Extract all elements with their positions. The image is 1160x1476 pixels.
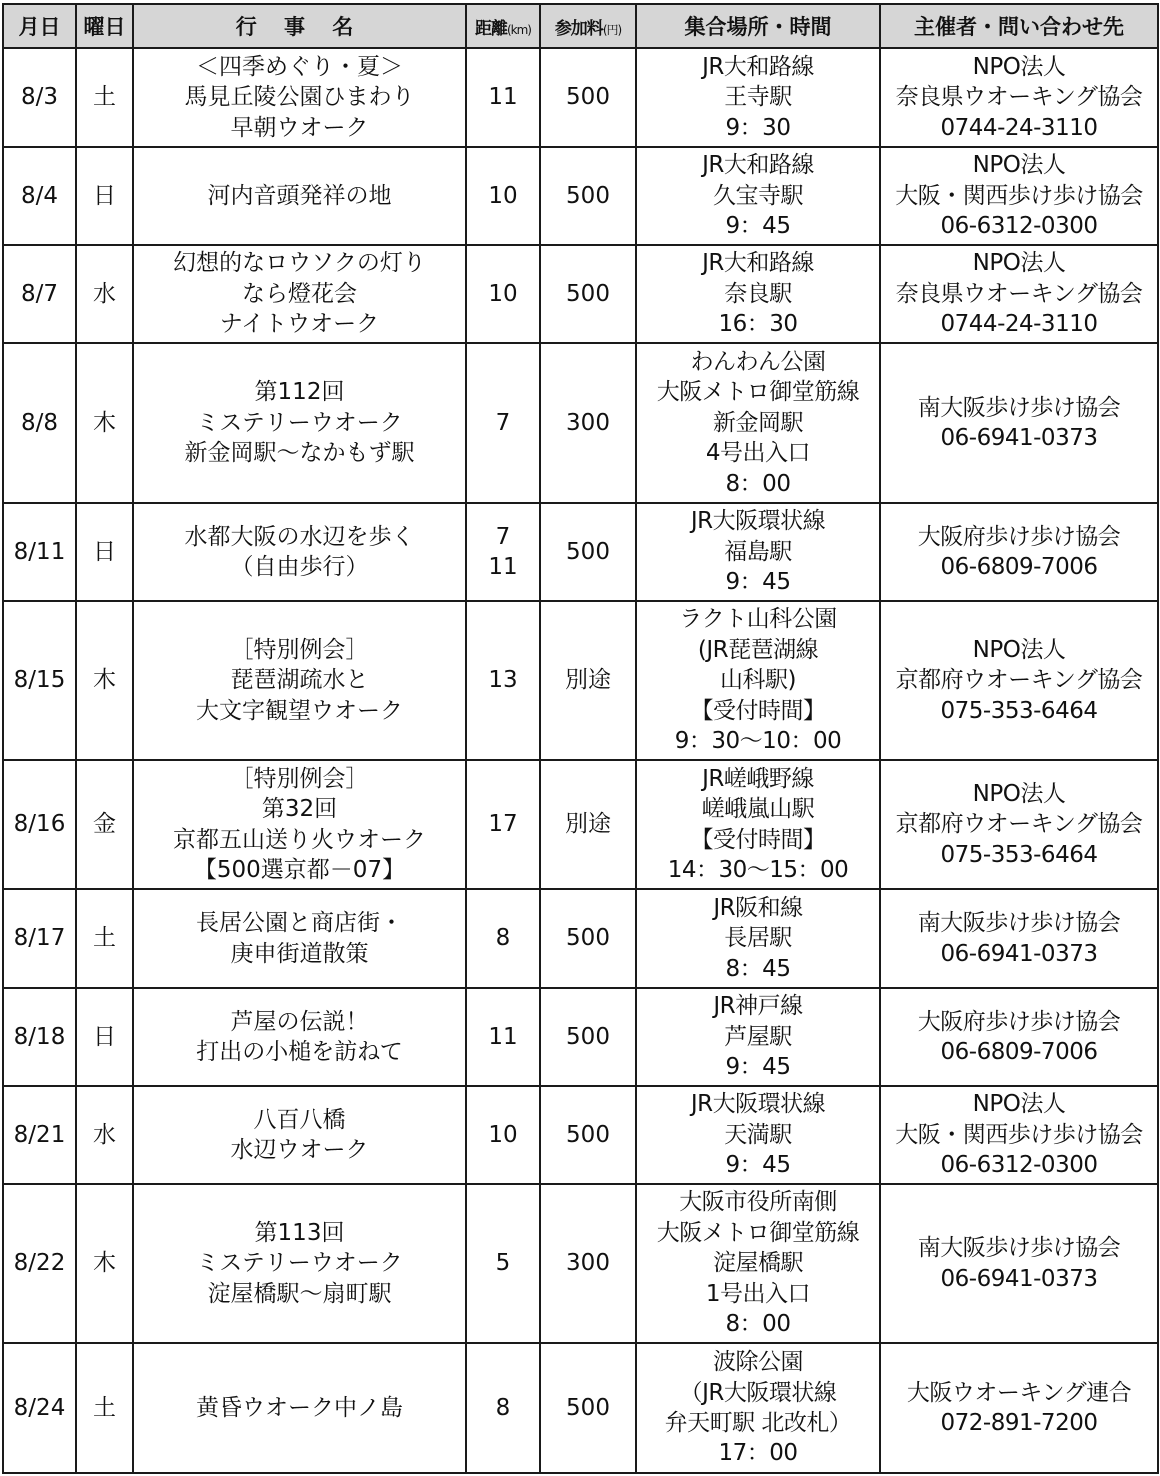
table-row [3,245,1158,343]
event-name-cell [133,343,466,503]
event-name-cell [133,1086,466,1184]
event-name-cell-line: 水辺ウオーク [230,1137,369,1163]
organizer-cell [880,1343,1158,1473]
distance-cell-line: 13 [488,667,518,694]
event-name-cell-line: 第113回 [254,1219,345,1246]
organizer-cell-line: 06-6809-7006 [940,1039,1098,1065]
meeting-place-cell-line: 14：30～15：00 [667,856,849,883]
meeting-place-cell-line: 芦屋駅 [724,1023,792,1050]
meeting-place-cell [636,48,880,147]
event-name-cell [133,889,466,988]
organizer-cell-line: 京都府ウオーキング協会 [895,811,1143,838]
distance-cell-line: 10 [488,1121,518,1148]
organizer-cell-line: 南大阪歩け歩け協会 [917,1235,1121,1262]
header-meeting-place: 集合場所・時間 [636,4,880,48]
organizer-cell-line: 大阪・関西歩け歩け協会 [895,182,1143,209]
meeting-place-cell [636,760,880,889]
event-name-cell [133,988,466,1086]
meeting-place-cell-line: 9：45 [725,1152,791,1179]
organizer-cell [880,245,1158,343]
header-weekday: 曜日 [76,4,133,48]
event-name-cell [133,1184,466,1343]
organizer-cell-line: 大阪府歩け歩け協会 [917,523,1121,550]
table-row [3,760,1158,889]
fee-cell: 500 [540,48,636,147]
event-name-cell-line: 琵琶湖疏水と [230,667,369,694]
meeting-place-cell [636,245,880,343]
meeting-place-cell-line: 長居駅 [724,925,792,952]
distance-cell [466,1086,540,1184]
meeting-place-cell [636,1086,880,1184]
header-distance-label: 距離 [474,18,507,39]
meeting-place-cell-line: 8：45 [725,955,791,982]
weekday-cell: 日 [76,988,133,1086]
meeting-place-cell-line: 福島駅 [724,538,792,565]
meeting-place-cell-line: 大阪市役所南側 [679,1189,837,1216]
date-cell: 8/21 [3,1086,76,1184]
meeting-place-cell-line: 大阪メトロ御堂筋線 [656,1219,860,1246]
header-date: 月日 [3,4,76,48]
organizer-cell-line: 京都府ウオーキング協会 [895,667,1143,694]
distance-cell [466,343,540,503]
date-cell: 8/4 [3,147,76,245]
distance-cell-line: 11 [488,554,518,580]
header-row [3,4,1158,48]
organizer-cell [880,147,1158,245]
organizer-cell-line: 06-6312-0300 [940,213,1098,240]
event-name-cell-line: 幻想的なロウソクの灯り [173,250,426,277]
organizer-cell-line: NPO法人 [972,1091,1066,1118]
organizer-cell-line: 06-6312-0300 [940,1152,1098,1179]
meeting-place-cell-line: 4号出入口 [705,440,811,467]
event-name-cell-line: 八百八橋 [253,1106,346,1133]
distance-cell [466,760,540,889]
header-fee-label: 参加料 [554,18,603,39]
weekday-cell: 木 [76,343,133,503]
event-name-cell-line: 水都大阪の水辺を歩く [184,523,415,550]
distance-cell-line: 7 [495,523,511,550]
distance-cell [466,601,540,760]
meeting-place-cell-line: 波除公園 [713,1349,803,1376]
meeting-place-cell-line: JR大阪環状線 [690,1091,826,1118]
organizer-cell-line: NPO法人 [972,780,1066,807]
date-cell: 8/3 [3,48,76,147]
distance-cell [466,1343,540,1473]
fee-cell: 500 [540,988,636,1086]
fee-cell: 300 [540,343,636,503]
distance-cell [466,503,540,601]
header-fee-unit: (円) [602,22,622,37]
organizer-cell [880,48,1158,147]
event-name-cell-line: 大文字観望ウオーク [196,697,403,724]
meeting-place-cell-line: JR阪和線 [713,894,803,921]
event-name-cell-line: 第112回 [254,379,345,406]
meeting-place-cell-line: ラクト山科公園 [679,606,837,633]
meeting-place-cell-line: 9：45 [725,213,791,240]
date-cell: 8/15 [3,601,76,760]
date-cell: 8/16 [3,760,76,889]
event-name-cell-line: 淀屋橋駅～扇町駅 [207,1280,392,1307]
meeting-place-cell-line: （JR大阪環状線 [679,1379,837,1406]
organizer-cell [880,503,1158,601]
organizer-cell [880,889,1158,988]
meeting-place-cell-line: 新金岡駅 [713,409,803,436]
meeting-place-cell-line: 山科駅) [720,667,796,694]
weekday-cell: 木 [76,601,133,760]
event-name-cell [133,1343,466,1473]
meeting-place-cell-line: 16：30 [718,311,798,338]
weekday-cell: 土 [76,48,133,147]
meeting-place-cell-line: 8：00 [725,1311,791,1338]
weekday-cell: 金 [76,760,133,889]
organizer-cell-line: 06-6941-0373 [940,940,1098,967]
walking-event-schedule-table [2,3,1159,1474]
fee-cell: 500 [540,245,636,343]
table-row [3,601,1158,760]
distance-cell [466,147,540,245]
table-row [3,988,1158,1086]
fee-cell: 500 [540,889,636,988]
schedule-body [3,48,1158,1473]
organizer-cell-line: 06-6941-0373 [940,425,1098,451]
organizer-cell-line: 奈良県ウオーキング協会 [895,84,1143,111]
date-cell: 8/17 [3,889,76,988]
meeting-place-cell-line: 【受付時間】 [690,826,826,853]
header-event-name: 行 事 名 [133,4,466,48]
meeting-place-cell-line: わんわん公園 [690,348,826,375]
event-name-cell-line: （自由歩行） [230,554,369,580]
distance-cell-line: 5 [495,1250,511,1277]
meeting-place-cell-line: 8：00 [725,470,791,497]
organizer-cell [880,1184,1158,1343]
meeting-place-cell-line: JR大和路線 [702,152,814,179]
meeting-place-cell-line: 淀屋橋駅 [713,1250,803,1277]
organizer-cell-line: NPO法人 [972,152,1066,179]
weekday-cell: 土 [76,1343,133,1473]
organizer-cell-line: 06-6941-0373 [940,1265,1098,1292]
event-name-cell-line: ミステリーウオーク [196,1250,403,1277]
event-name-cell-line: 早朝ウオーク [230,114,369,141]
organizer-cell-line: 南大阪歩け歩け協会 [917,394,1121,421]
date-cell: 8/11 [3,503,76,601]
event-name-cell-line: ［特別例会］ [230,765,369,792]
organizer-cell-line: 072-891-7200 [940,1410,1098,1436]
fee-cell: 500 [540,503,636,601]
header-organizer: 主催者・問い合わせ先 [880,4,1158,48]
event-name-cell-line: ［特別例会］ [230,636,369,663]
organizer-cell [880,343,1158,503]
event-name-cell-line: ミステリーウオーク [196,409,403,436]
event-name-cell [133,503,466,601]
event-name-cell-line: ナイトウオーク [219,311,380,338]
event-name-cell-line: なら燈花会 [242,280,357,307]
distance-cell-line: 10 [488,280,518,307]
fee-cell: 300 [540,1184,636,1343]
organizer-cell-line: 大阪ウオーキング連合 [906,1379,1132,1406]
event-name-cell-line: ＜四季めぐり・夏＞ [196,53,403,80]
organizer-cell-line: NPO法人 [972,250,1066,277]
event-name-cell-line: 黄昏ウオーク中ノ島 [196,1394,403,1421]
meeting-place-cell-line: 久宝寺駅 [713,182,803,209]
meeting-place-cell-line: 弁天町駅 北改札） [664,1410,852,1436]
event-name-cell-line: 長居公園と商店街・ [196,910,403,937]
organizer-cell-line: 大阪府歩け歩け協会 [917,1008,1121,1035]
organizer-cell-line: 大阪・関西歩け歩け協会 [895,1121,1143,1148]
organizer-cell-line: NPO法人 [972,53,1066,80]
distance-cell [466,245,540,343]
meeting-place-cell [636,988,880,1086]
meeting-place-cell-line: 大阪メトロ御堂筋線 [656,379,860,406]
meeting-place-cell-line: 天満駅 [724,1121,792,1148]
meeting-place-cell-line: 【受付時間】 [690,697,826,724]
fee-cell: 500 [540,147,636,245]
weekday-cell: 土 [76,889,133,988]
event-name-cell [133,48,466,147]
meeting-place-cell-line: 9：30 [725,114,791,141]
table-row [3,1343,1158,1473]
meeting-place-cell-line: JR大阪環状線 [690,508,826,535]
fee-cell: 500 [540,1086,636,1184]
meeting-place-cell [636,1184,880,1343]
organizer-cell [880,1086,1158,1184]
fee-cell: 別途 [540,601,636,760]
organizer-cell [880,601,1158,760]
organizer-cell-line: 奈良県ウオーキング協会 [895,280,1143,307]
table-row [3,343,1158,503]
event-name-cell-line: 【500選京都－07】 [193,856,406,883]
meeting-place-cell [636,1343,880,1473]
distance-cell-line: 8 [495,925,511,952]
distance-cell-line: 11 [488,84,518,111]
table-row [3,1086,1158,1184]
meeting-place-cell-line: JR大和路線 [702,250,814,277]
distance-cell-line: 8 [495,1394,511,1421]
organizer-cell-line: 075-353-6464 [940,697,1098,724]
event-name-cell-line: 庚申街道散策 [230,940,369,967]
organizer-cell [880,988,1158,1086]
meeting-place-cell-line: JR嵯峨野線 [702,765,814,792]
distance-cell [466,988,540,1086]
meeting-place-cell-line: 王寺駅 [724,84,792,111]
date-cell: 8/18 [3,988,76,1086]
weekday-cell: 水 [76,1086,133,1184]
meeting-place-cell-line: 9：45 [725,569,791,596]
meeting-place-cell [636,601,880,760]
weekday-cell: 日 [76,503,133,601]
organizer-cell-line: 075-353-6464 [940,841,1098,868]
meeting-place-cell-line: JR神戸線 [713,993,803,1020]
event-name-cell-line: 新金岡駅～なかもず駅 [184,440,415,467]
distance-cell-line: 11 [488,1023,518,1050]
date-cell: 8/8 [3,343,76,503]
fee-cell: 500 [540,1343,636,1473]
table-row [3,147,1158,245]
meeting-place-cell-line: 奈良駅 [724,280,792,307]
distance-cell-line: 7 [495,409,511,436]
header-distance [466,4,540,48]
organizer-cell-line: 0744-24-3110 [940,114,1098,141]
meeting-place-cell-line: 嵯峨嵐山駅 [701,796,815,823]
event-name-cell [133,601,466,760]
meeting-place-cell [636,889,880,988]
date-cell: 8/24 [3,1343,76,1473]
organizer-cell-line: 0744-24-3110 [940,311,1098,338]
event-name-cell-line: 河内音頭発祥の地 [207,182,392,209]
distance-cell-line: 17 [488,811,518,838]
date-cell: 8/22 [3,1184,76,1343]
distance-cell [466,1184,540,1343]
meeting-place-cell [636,343,880,503]
event-name-cell-line: 馬見丘陵公園ひまわり [184,84,415,111]
weekday-cell: 日 [76,147,133,245]
header-fee [540,4,636,48]
organizer-cell-line: 06-6809-7006 [940,554,1098,580]
table-row [3,889,1158,988]
event-name-cell [133,245,466,343]
meeting-place-cell-line: 17：00 [718,1440,798,1467]
meeting-place-cell-line: 1号出入口 [705,1280,811,1307]
organizer-cell-line: NPO法人 [972,636,1066,663]
organizer-cell-line: 南大阪歩け歩け協会 [917,910,1121,937]
event-name-cell-line: 打出の小槌を訪ねて [196,1039,403,1065]
distance-cell [466,48,540,147]
event-name-cell [133,760,466,889]
distance-cell [466,889,540,988]
event-name-cell [133,147,466,245]
event-name-cell-line: 第32回 [261,796,338,823]
fee-cell: 別途 [540,760,636,889]
meeting-place-cell-line: (JR琵琶湖線 [697,636,819,663]
weekday-cell: 水 [76,245,133,343]
event-name-cell-line: 京都五山送り火ウオーク [173,826,426,853]
meeting-place-cell-line: JR大和路線 [702,53,814,80]
header-distance-unit: (km) [506,22,531,37]
weekday-cell: 木 [76,1184,133,1343]
event-name-cell-line: 芦屋の伝説！ [230,1008,369,1035]
distance-cell-line: 10 [488,182,518,209]
table-row [3,48,1158,147]
table-row [3,503,1158,601]
meeting-place-cell-line: 9：45 [725,1054,791,1081]
meeting-place-cell-line: 9：30～10：00 [674,728,842,755]
meeting-place-cell [636,147,880,245]
date-cell: 8/7 [3,245,76,343]
meeting-place-cell [636,503,880,601]
organizer-cell [880,760,1158,889]
table-row [3,1184,1158,1343]
